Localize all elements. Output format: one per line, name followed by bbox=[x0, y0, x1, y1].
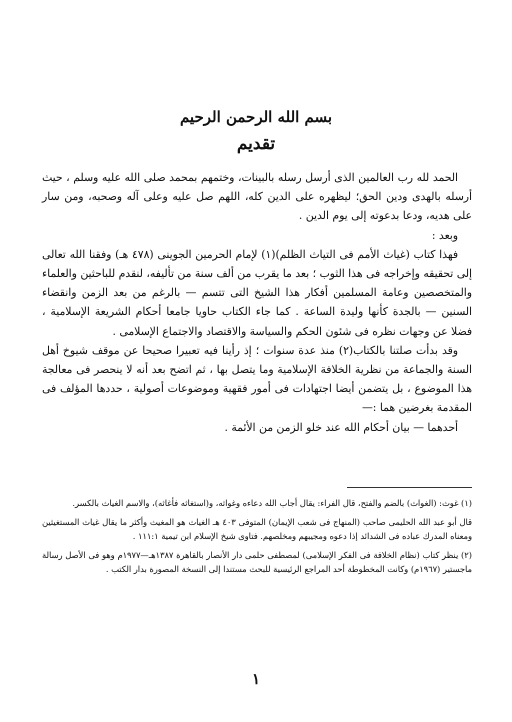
paragraph-opening: الحمد لله رب العالمين الذى أرسل رسله بالبينات، وختمهم بمحمد صلى الله عليه وسلم ، حيث أرسله بالهدى ودين الحق؛ ليظهره على الدين كله، اللهم صل عليه وعلى آله وصحبه، ومن سار على هديه، ودعا بدعوته إلى يوم الدين . bbox=[42, 171, 472, 223]
paragraph-transition: وبعد : bbox=[431, 228, 458, 242]
paragraph-first-purpose: أحدهما — بيان أحكام الله عند خلو الزمن من الأئمة . bbox=[224, 420, 458, 434]
section-heading: تقديم bbox=[236, 134, 276, 154]
page-number: ١ bbox=[251, 670, 261, 688]
footnote-divider bbox=[347, 487, 472, 488]
body-text bbox=[42, 168, 472, 437]
footnotes bbox=[42, 496, 472, 581]
footnote-2: (٢) ينظر كتاب (نظام الخلافة فى الفكر الإسلامى) لمصطفى حلمى دار الأنصار بالقاهرة ١٣٨٧هـ—١٩٧٧م وهو فى الأصل رسالة ماجستير (١٩٦٧م) وكانت المخطوطة أحد المراجع الرئيسية للبحث مستندا إلى النسخة المصورة بدار الكتب . bbox=[42, 549, 472, 574]
footnote-1: (١) غوث: (الغواث) بالضم والفتح، قال الفراء: يقال أجاب الله دعاءه وغواثه، و(استغاثه فأغاثه)، والاسم الغياث بالكسر. bbox=[72, 498, 472, 508]
basmala: بسم الله الرحمن الرحيم bbox=[179, 108, 333, 126]
footnote-1-continued: قال أبو عبد الله الحليمى صاحب (المنهاج فى شعب الإيمان) المتوفى ٤٠٣ هـ الغياث هو المغيث وأكثر ما يقال غياث المستغيثين ومعناه المدرك عباده فى الشدائد إذا دعوه ومجيبهم ومخلصهم. فتاوى شيخ الإسلام ابن تيمية ١١١:١ . bbox=[42, 516, 472, 541]
paragraph-book-intro: فهذا كتاب (غياث الأمم فى التياث الظلم)(١) لإمام الحرمين الجوينى (٤٧٨ هـ) وفقنا الله تعالى إلى تحقيقه وإخراجه فى هذا الثوب ؛ بعد ما يقرب من ألف سنة من تأليفه، لنقدم للباحثين والعلماء والمتخصصين وعامة المسلمين أفكار هذا الشيخ التى تتسم — بالرغم من بعد الزمن وانقضاء السنين — بالجدة كأنها وليدة الساعة . كما جاء الكتاب حاويا جامعا أحكام الشريعة الإسلامية ، فضلا عن وجهات نظره فى شئون الحكم والسياسة والاقتصاد والاجتماع الإسلامى . bbox=[42, 247, 472, 338]
paragraph-connection: وقد بدأت صلتنا بالكتاب(٢) منذ عدة سنوات ؛ إذ رأينا فيه تعبيرا صحيحا عن موقف شيوخ أهل السنة والجماعة من نظرية الخلافة الإسلامية وما يتصل بها ، ثم اتضح بعد أنه لا ينحصر فى معالجة هذا الموضوع ، بل يتضمن أيضا اجتهادات فى أمور فقهية وموضوعات أصولية ، حددها المؤلف فى المقدمة بغرضين هما :— bbox=[42, 343, 472, 415]
